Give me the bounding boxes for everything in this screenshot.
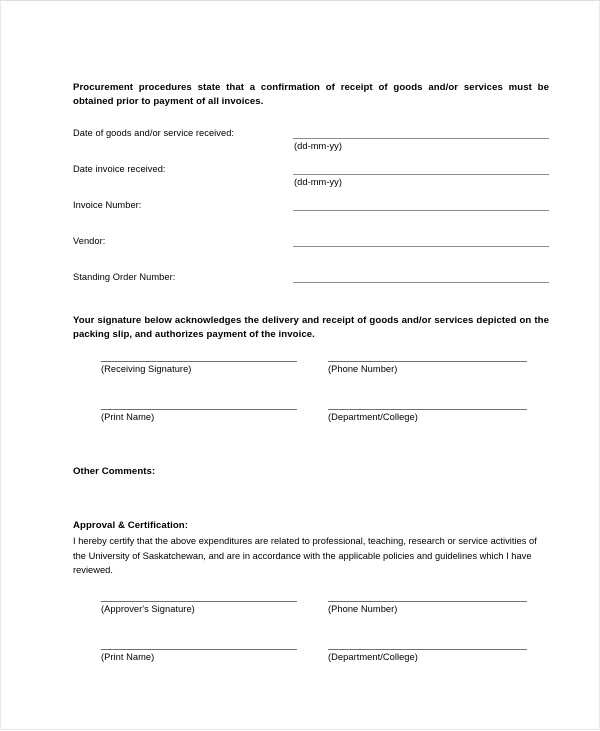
- approver-print-name-cell[interactable]: [101, 649, 297, 664]
- receiving-phone-cell[interactable]: [328, 361, 527, 376]
- approver-department-cell[interactable]: [328, 649, 527, 664]
- field-label: Standing Order Number:: [73, 272, 176, 282]
- other-comments-heading: Other Comments:: [73, 465, 156, 477]
- receiving-department-cell[interactable]: [328, 409, 527, 424]
- signature-row: [73, 649, 549, 697]
- field-label: Vendor:: [73, 236, 106, 246]
- signature-line[interactable]: [101, 649, 297, 650]
- field-label: Date of goods and/or service received:: [73, 128, 235, 138]
- receiving-signature-cell[interactable]: [101, 361, 297, 376]
- approver-signature-cell[interactable]: [101, 601, 297, 616]
- approval-certification-heading: Approval & Certification:: [73, 519, 189, 531]
- field-label: Invoice Number:: [73, 200, 142, 210]
- signature-line[interactable]: [328, 361, 527, 362]
- signature-caption: (Print Name): [101, 412, 155, 422]
- signature-caption: (Phone Number): [328, 364, 398, 374]
- field-row-invoice-number: [73, 199, 549, 233]
- approver-phone-cell[interactable]: [328, 601, 527, 616]
- field-input-line[interactable]: [293, 210, 549, 211]
- field-row-date-invoice-received: [73, 163, 549, 197]
- field-input-line[interactable]: [293, 246, 549, 247]
- field-hint: (dd-mm-yy): [294, 177, 343, 187]
- signature-caption: (Print Name): [101, 652, 155, 662]
- signature-caption: (Department/College): [328, 412, 418, 422]
- signature-acknowledgement-paragraph: Your signature below acknowledges the delivery and receipt of goods and/or services depicted on the packing slip, and authorizes payment of the invoice.: [73, 314, 549, 340]
- signature-line[interactable]: [101, 361, 297, 362]
- field-input-line[interactable]: [293, 174, 549, 175]
- signature-row: [73, 361, 549, 409]
- intro-paragraph: Procurement procedures state that a confirmation of receipt of goods and/or services must be obtained prior to payment of all invoices.: [73, 81, 549, 107]
- field-label: Date invoice received:: [73, 164, 166, 174]
- field-row-date-goods-received: [73, 127, 549, 161]
- signature-row: [73, 409, 549, 457]
- signature-line[interactable]: [328, 601, 527, 602]
- field-row-standing-order-number: [73, 271, 549, 305]
- receiving-print-name-cell[interactable]: [101, 409, 297, 424]
- field-row-vendor: [73, 235, 549, 269]
- field-input-line[interactable]: [293, 138, 549, 139]
- document-body: [73, 1, 549, 731]
- field-hint: (dd-mm-yy): [294, 141, 343, 151]
- signature-row: [73, 601, 549, 649]
- approval-certification-paragraph: I hereby certify that the above expenditures are related to professional, teaching, research or service activities of the University of Saskatchewan, and are in accordance with the applicable policies and guidelines which I have reviewed.: [73, 536, 537, 576]
- signature-line[interactable]: [101, 601, 297, 602]
- signature-caption: (Phone Number): [328, 604, 398, 614]
- field-input-line[interactable]: [293, 282, 549, 283]
- signature-caption: (Receiving Signature): [101, 364, 192, 374]
- signature-caption: (Department/College): [328, 652, 418, 662]
- signature-line[interactable]: [328, 409, 527, 410]
- signature-caption: (Approver's Signature): [101, 604, 195, 614]
- signature-line[interactable]: [328, 649, 527, 650]
- signature-line[interactable]: [101, 409, 297, 410]
